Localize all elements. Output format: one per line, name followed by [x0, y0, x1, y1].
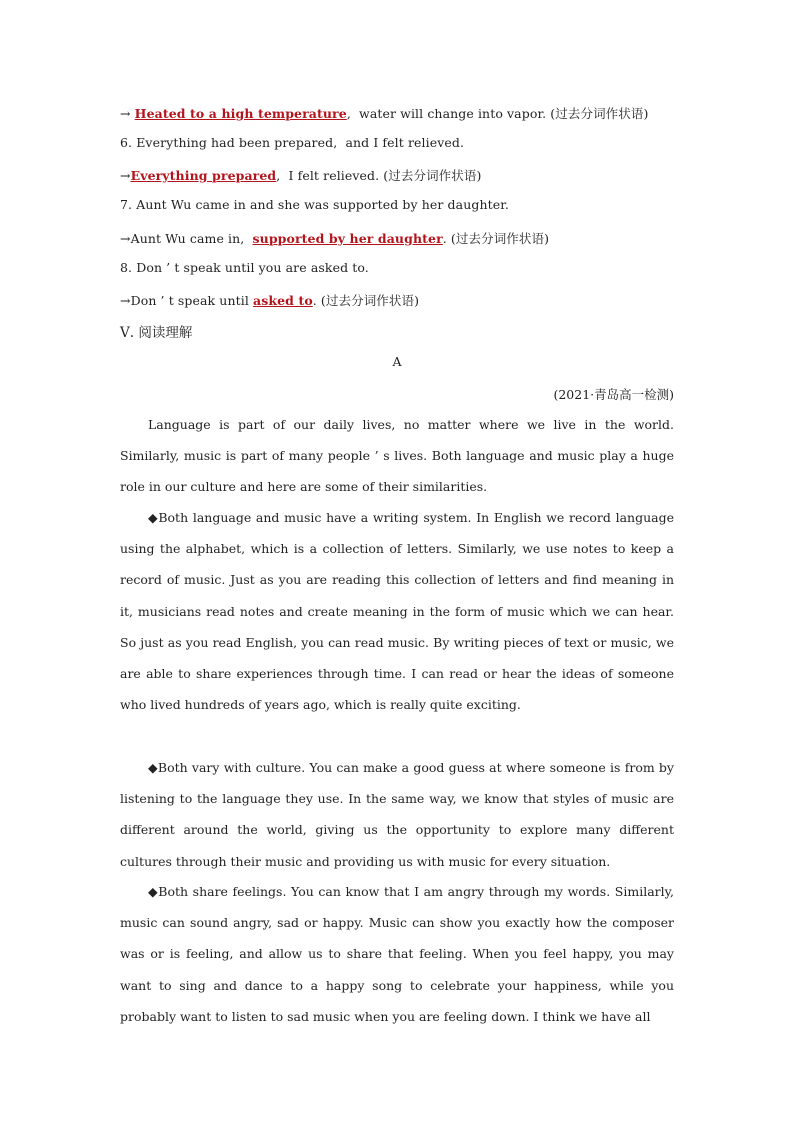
line-text: 6. Everything had been prepared, and I felt relieved.: [120, 135, 465, 150]
line-text: →Don ’ t speak until: [120, 293, 253, 308]
source-note: (2021·青岛高一检测): [553, 387, 674, 402]
answer-line-5: [120, 104, 648, 122]
question-line-8: [120, 260, 369, 275]
line-text: . (过去分词作状语): [312, 293, 420, 308]
line-text: →: [120, 168, 131, 183]
line-text: 7. Aunt Wu came in and she was supported by her daughter.: [120, 197, 509, 212]
line-text: 8. Don ’ t speak until you are asked to.: [120, 260, 369, 275]
line-text: . (过去分词作状语): [442, 231, 550, 246]
line-text: →: [120, 106, 135, 121]
answer-text: asked to: [253, 293, 313, 308]
passage-label: A: [392, 354, 402, 369]
question-line-6: [120, 135, 464, 150]
answer-line-8: [120, 291, 419, 309]
line-text: , I felt relieved. (过去分词作状语): [276, 168, 482, 183]
answer-line-6: [120, 166, 481, 184]
paragraph-1: Language is part of our daily lives, no matter where we live in the world. Similarly, music is part of many people ’ s lives. Both language and music play a huge role in our culture and here are some of their similarities.: [120, 417, 674, 495]
line-text: , water will change into vapor. (过去分词作状语): [346, 106, 649, 121]
paragraph-2: ◆Both language and music have a writing system. In English we record language using the alphabet, which is a collection of letters. Similarly, we use notes to keep a record of music. Just as you are reading this collection of letters and find meaning in it, musicians read notes and create meaning in the form of music which we can hear. So just as you read English, you can read music. By writing pieces of text or music, we are able to share experiences through time. I can read or hear the ideas of someone who lived hundreds of years ago, which is really quite exciting.: [120, 510, 674, 713]
section-title: Ⅴ. 阅读理解: [120, 325, 193, 341]
answer-text: supported by her daughter: [252, 231, 443, 246]
line-text: →Aunt Wu came in,: [120, 231, 253, 246]
paragraph-3: ◆Both vary with culture. You can make a good guess at where someone is from by listening to the language they use. In the same way, we know that styles of music are different around the world, giving us the opportunity to explore many different cultures through their music and providing us with music for every situation.: [120, 760, 674, 869]
paragraph-4: ◆Both share feelings. You can know that I am angry through my words. Similarly, music can sound angry, sad or happy. Music can show you exactly how the composer was or is feeling, and allow us to share that feeling. When you feel happy, you may want to sing and dance to a happy song to celebrate your happiness, while you probably want to listen to sad music when you are feeling down. I think we have all: [120, 884, 674, 1024]
answer-text: Heated to a high temperature: [134, 106, 347, 121]
answer-line-7: [120, 229, 549, 247]
answer-text: Everything prepared: [130, 168, 277, 183]
question-line-7: [120, 197, 509, 212]
